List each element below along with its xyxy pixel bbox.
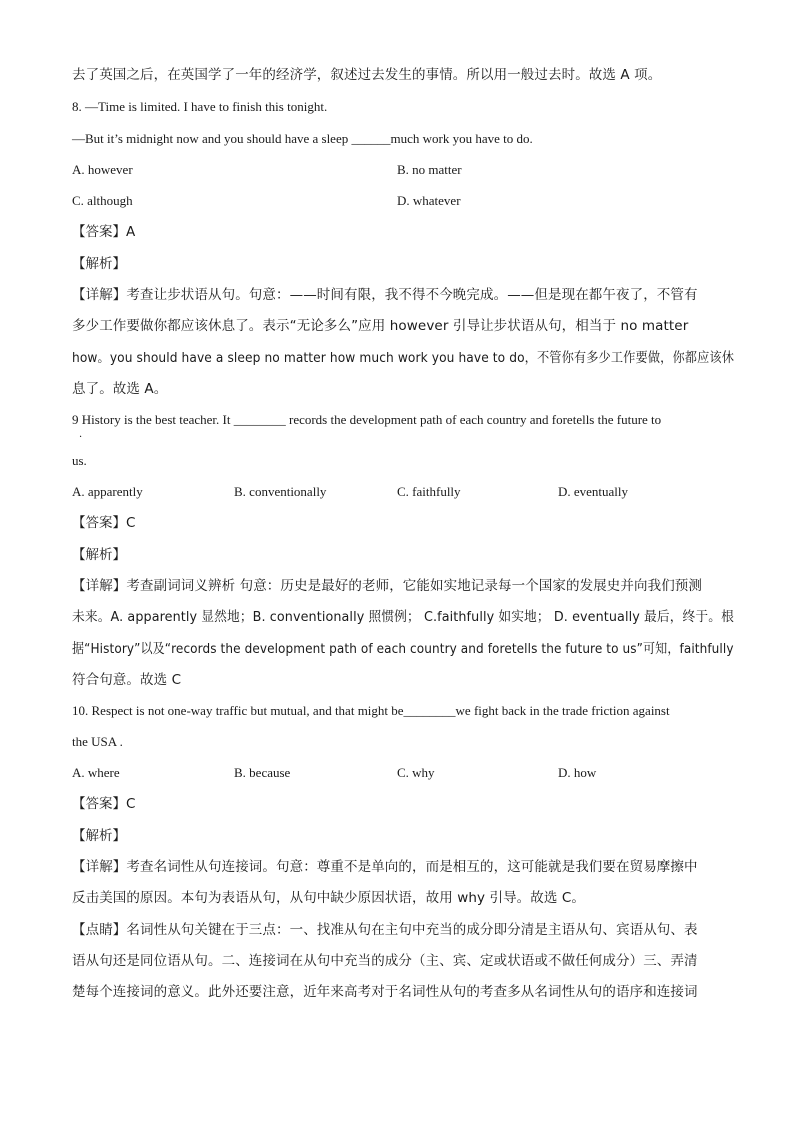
q9-analysis-label: 【解析】 [72,547,126,563]
q10-option-d: D. how [558,765,597,780]
q8-option-b: B. no matter [397,162,462,177]
q10-option-c: C. why [397,765,435,780]
q10-detail-line-2: 反击美国的原因。本句为表语从句，从句中缺少原因状语，故用 why 引导。故选 C。 [72,890,585,906]
q8-detail-line-1: 【详解】考查让步状语从句。句意：——时间有限，我不得不今晚完成。——但是现在都午夜了，不管有 [72,287,698,303]
q9-stem-dot: · [79,432,83,443]
intro-line: 去了英国之后，在英国学了一年的经济学，叙述过去发生的事情。所以用一般过去时。故选 A 项。 [72,67,662,83]
q9-detail-line-2: 未来。A. apparently 显然地；B. conventionally 照惯例； C.faithfully 如实地； D. eventually 最后，终于。根 [72,609,734,625]
q9-option-a: A. apparently [72,484,143,499]
q10-point-line-3: 楚每个连接词的意义。此外还要注意，近年来高考对于名词性从句的考查多从名词性从句的语序和连接词 [72,984,698,1000]
q8-stem-line-1: 8. —Time is limited. I have to finish this tonight. [72,99,328,114]
q8-option-d: D. whatever [397,193,461,208]
q9-detail-line-4: 符合句意。故选 C [72,672,182,688]
q8-answer: 【答案】A [72,224,136,240]
q9-stem-line-2: us. [72,453,87,468]
q8-option-c: C. although [72,193,133,208]
q10-point-line-1: 【点睛】名词性从句关键在于三点：一、找准从句在主句中充当的成分即分清是主语从句、宾语从句、表 [72,922,698,938]
q8-detail-line-2: 多少工作要做你都应该休息了。表示“无论多么”应用 however 引导让步状语从句，相当于 no matter [72,318,689,334]
q10-detail-line-1: 【详解】考查名词性从句连接词。句意：尊重不是单向的，而是相互的，这可能就是我们要在贸易摩擦中 [72,859,698,875]
q8-detail-line-3: how。you should have a sleep no matter how much work you have to do，不管你有多少工作要做，你都应该休 [72,350,735,366]
q9-option-c: C. faithfully [397,484,461,499]
q10-option-a: A. where [72,765,120,780]
q8-detail-line-4: 息了。故选 A。 [72,381,168,397]
q9-option-d: D. eventually [558,484,629,499]
q9-answer: 【答案】C [72,515,136,531]
q8-analysis-label: 【解析】 [72,256,126,272]
q9-detail-line-3: 据“History”以及“records the development path of each country and foretells the future to us”可知，faithfully [72,641,734,657]
q10-option-b: B. because [234,765,291,780]
q10-stem-line-1: 10. Respect is not one-way traffic but mutual, and that might be________we fight back in the trade friction against [72,703,670,718]
q8-stem-line-2: —But it’s midnight now and you should have a sleep ______much work you have to do. [72,131,533,146]
q9-detail-line-1: 【详解】考查副词词义辨析 句意：历史是最好的老师，它能如实地记录每一个国家的发展史并向我们预测 [72,578,702,594]
q10-point-line-2: 语从句还是同位语从句。二、连接词在从句中充当的成分（主、宾、定或状语或不做任何成分）三、弄清 [72,953,698,969]
q10-stem-line-2: the USA . [72,734,123,749]
q10-analysis-label: 【解析】 [72,828,126,844]
q8-option-a: A. however [72,162,133,177]
q9-stem-line-1: 9 History is the best teacher. It ________ records the development path of each country and foretells the future to [72,412,662,427]
q9-option-b: B. conventionally [234,484,327,499]
q10-answer: 【答案】C [72,796,136,812]
